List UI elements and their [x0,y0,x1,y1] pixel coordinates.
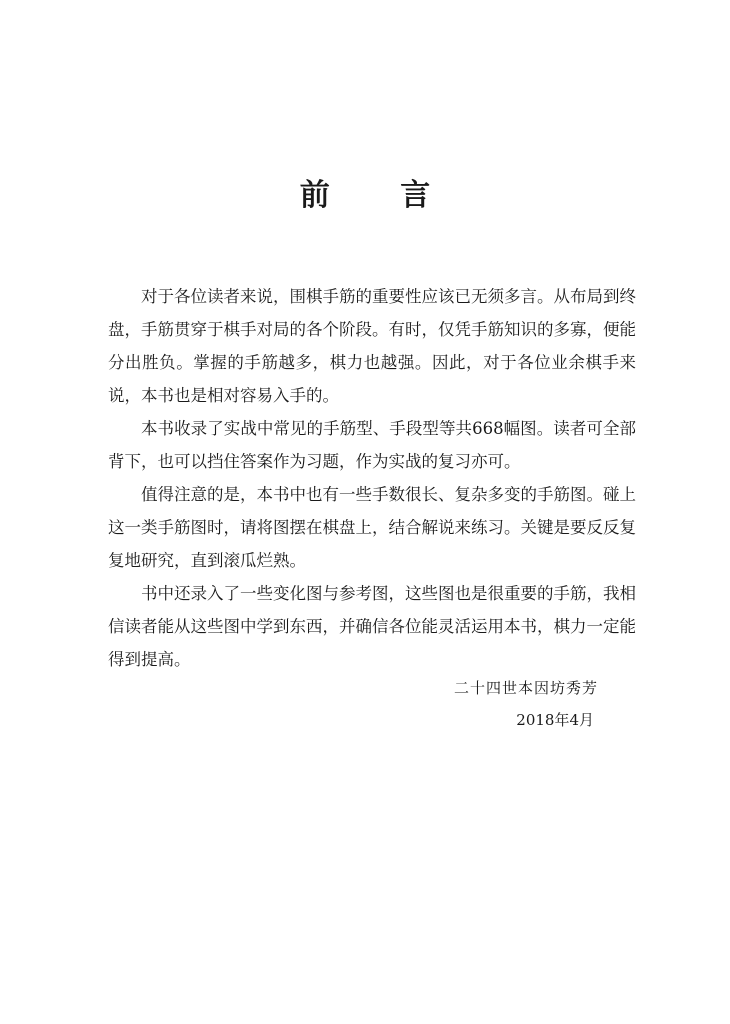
signature-date: 2018年4月 [516,711,594,729]
signature-block [388,672,628,736]
paragraph-1: 对于各位读者来说，围棋手筋的重要性应该已无须多言。从布局到终盘，手筋贯穿于棋手对局的各个阶段。有时，仅凭手筋知识的多寡，便能分出胜负。掌握的手筋越多，棋力也越强。因此，对于各位业余棋手来说，本书也是相对容易入手的。 [108,287,636,405]
paragraph-3: 值得注意的是，本书中也有一些手数很长、复杂多变的手筋图。碰上这一类手筋图时，请将图摆在棋盘上，结合解说来练习。关键是要反反复复地研究，直到滚瓜烂熟。 [108,485,636,570]
signature-author: 二十四世本因坊秀芳 [453,679,598,697]
page-title: 前 言 [299,178,461,213]
paragraph-4: 书中还录入了一些变化图与参考图，这些图也是很重要的手筋，我相信读者能从这些图中学到东西，并确信各位能灵活运用本书，棋力一定能得到提高。 [108,584,636,669]
paragraph-2: 本书收录了实战中常见的手筋型、手段型等共668幅图。读者可全部背下，也可以挡住答案作为习题，作为实战的复习亦可。 [108,419,636,471]
preface-body [108,280,636,676]
